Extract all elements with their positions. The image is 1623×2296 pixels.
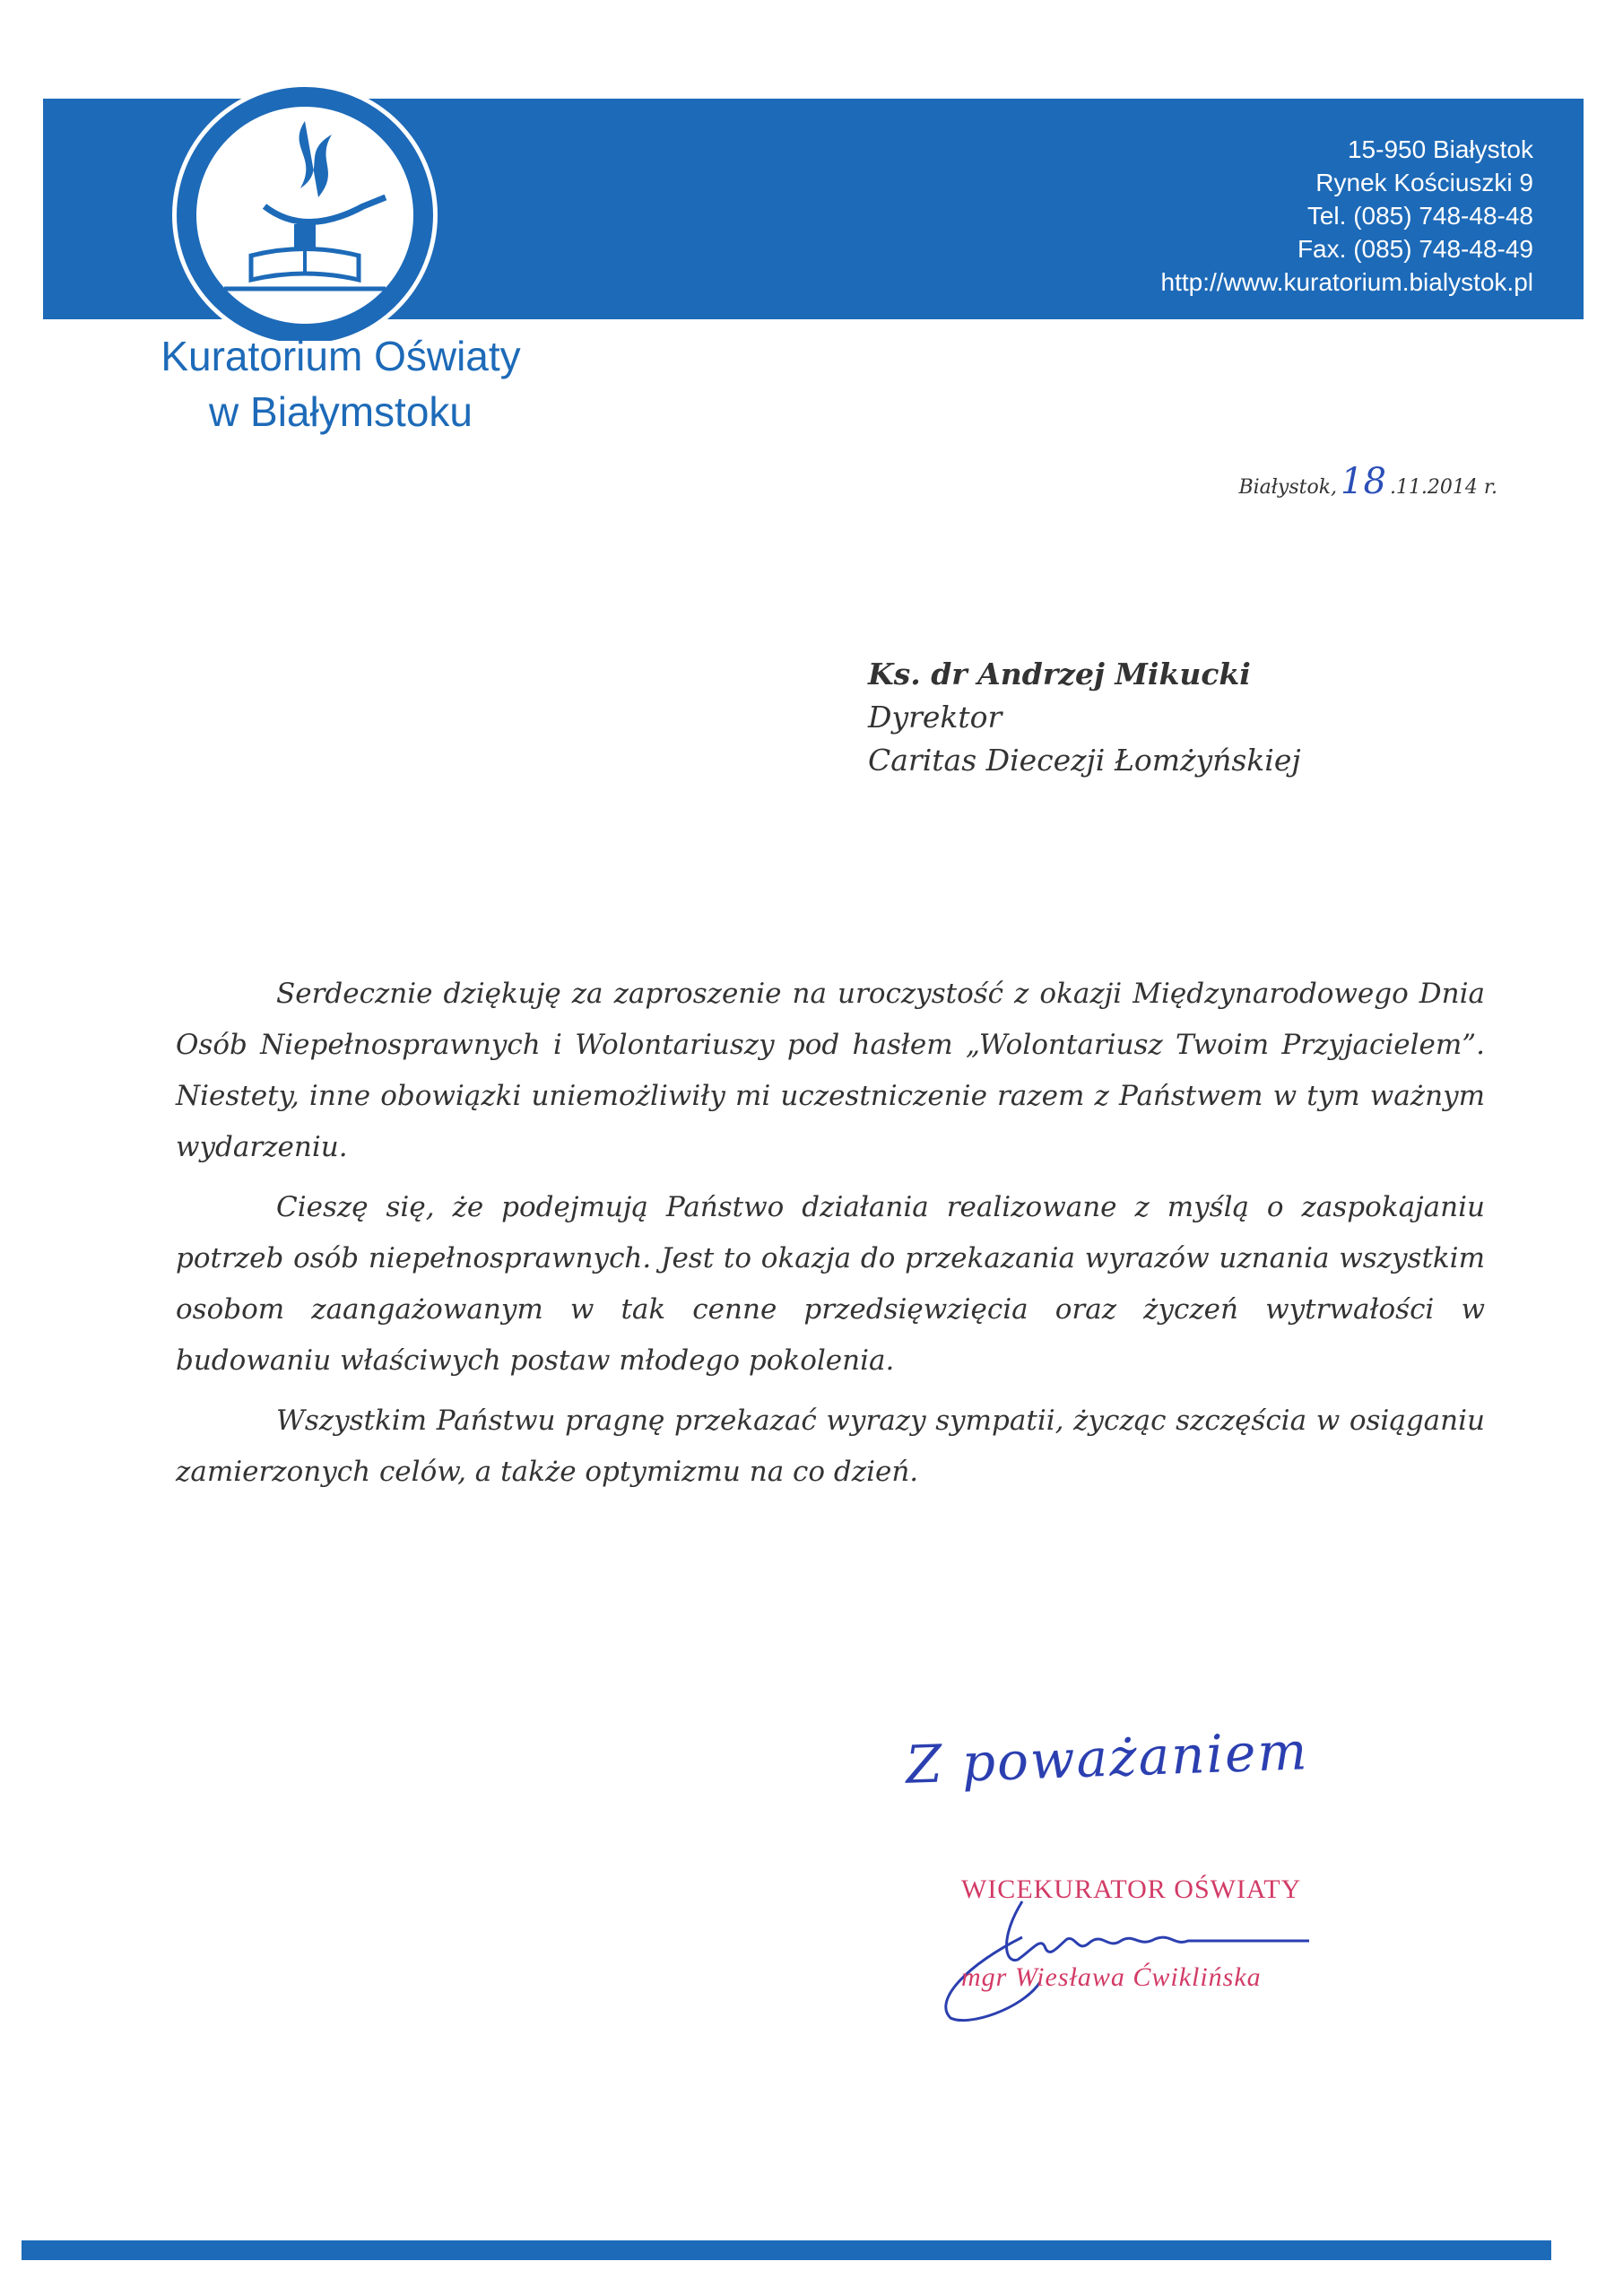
recipient-title: Dyrektor (868, 700, 1002, 735)
kuratorium-logo-icon (117, 72, 493, 341)
contact-phone: Tel. (085) 748-48-48 (1306, 202, 1533, 230)
letter-body (176, 969, 1485, 1507)
date-rest: .11.2014 r. (1389, 476, 1497, 499)
recipient-block (868, 653, 1301, 782)
recipient-name: Ks. dr Andrzej Mikucki (868, 657, 1251, 691)
date-day-handwritten: 18 (1341, 461, 1386, 502)
stamp-name: mgr Wiesława Ćwiklińska (961, 1962, 1262, 1992)
date-place: Białystok, (1238, 476, 1338, 499)
body-paragraph: Serdecznie dziękuję za zaproszenie na uroczystość z okazji Międzynarodowego Dnia Osób Niepełnosprawnych i Wolontariuszy pod hasłem „Wolontariusz Twoim Przyjacielem”. Niestety, inne obowiązki uniemożliwiły mi uczestniczenie razem z Państwem w tym ważnym wydarzeniu. (176, 978, 1485, 1163)
organization-name-line2: w Białymstoku (209, 388, 473, 435)
contact-fax: Fax. (085) 748-48-49 (1297, 235, 1533, 263)
body-paragraph: Cieszę się, że podejmują Państwo działania realizowane z myślą o zaspokajaniu potrzeb osób niepełnosprawnych. Jest to okazja do przekazania wyrazów uznania wszystkim osobom zaangażowanym w tak cenne przedsięwzięcia oraz życzeń wytrwałości w budowaniu właściwych postaw młodego pokolenia. (176, 1191, 1485, 1377)
organization-name-line1: Kuratorium Oświaty (161, 333, 521, 379)
contact-website: http://www.kuratorium.bialystok.pl (1160, 268, 1533, 296)
contact-address-street: Rynek Kościuszki 9 (1315, 169, 1533, 196)
contact-address-postal: 15-950 Białystok (1347, 135, 1533, 163)
recipient-organization: Caritas Diecezji Łomżyńskiej (868, 743, 1301, 778)
contact-block (1161, 133, 1534, 299)
handwritten-greeting: Z poważaniem (904, 1720, 1310, 1796)
organization-name (108, 328, 574, 439)
body-paragraph: Wszystkim Państwu pragnę przekazać wyrazy sympatii, życząc szczęścia w osiąganiu zamierzonych celów, a także optymizmu na co dzień. (176, 1405, 1485, 1488)
stamp-title: WICEKURATOR OŚWIATY (961, 1874, 1302, 1904)
footer-band (22, 2240, 1551, 2260)
letter-date (1238, 461, 1497, 502)
